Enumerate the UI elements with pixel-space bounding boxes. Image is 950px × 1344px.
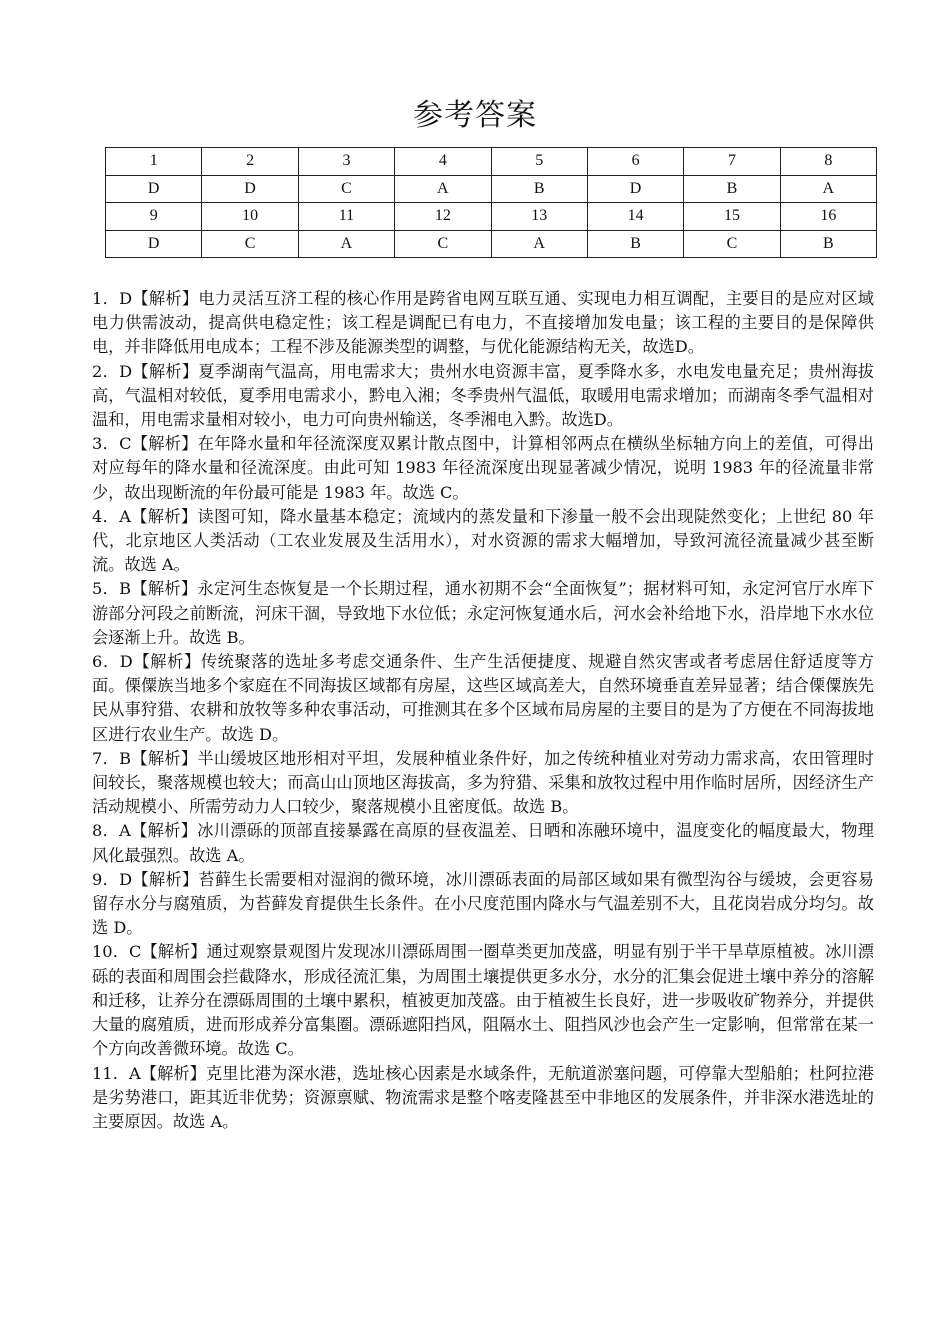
answer-cell: B: [780, 230, 876, 258]
answer-cell: A: [298, 230, 394, 258]
question-number-cell: 6: [587, 148, 683, 176]
explanation-item: 1．D【解析】电力灵活互济工程的核心作用是跨省电网互联互通、实现电力相互调配，主要目的是应对区域电力供需波动，提高供电稳定性；该工程是调配已有电力，不直接增加发电量；该工程的主要目的是保障供电，并非降低用电成本；工程不涉及能源类型的调整，与优化能源结构无关，故选D。: [92, 289, 874, 357]
answer-cell: B: [491, 175, 587, 203]
table-row: [106, 175, 877, 203]
question-number-cell: 11: [298, 203, 394, 231]
question-number-cell: 2: [202, 148, 298, 176]
explanation-item: 9．D【解析】苔藓生长需要相对湿润的微环境，冰川漂砾表面的局部区域如果有微型沟谷与缓坡，会更容易留存水分与腐殖质，为苔藓发育提供生长条件。在小尺度范围内降水与气温差别不大，且花岗岩成分均匀。故选 D。: [92, 869, 874, 938]
answer-cell: C: [202, 230, 298, 258]
table-row: [106, 230, 877, 258]
answer-cell: C: [395, 230, 491, 258]
answer-cell: C: [684, 230, 780, 258]
answer-cell: D: [106, 175, 202, 203]
explanation-item: 10．C【解析】通过观察景观图片发现冰川漂砾周围一圈草类更加茂盛，明显有别于半干旱草原植被。冰川漂砾的表面和周围会拦截降水，形成径流汇集，为周围土壤提供更多水分，水分的汇集会促进土壤中养分的溶解和迁移，让养分在漂砾周围的土壤中累积，植被更加茂盛。由于植被生长良好，进一步吸收矿物养分，并提供大量的腐殖质，进而形成养分富集圈。漂砾遮阳挡风，阻隔水土、阻挡风沙也会产生一定影响，但常常在某一个方向改善微环境。故选 C。: [92, 942, 874, 1059]
question-number-cell: 13: [491, 203, 587, 231]
answer-cell: A: [491, 230, 587, 258]
explanation-item: 7．B【解析】半山缓坡区地形相对平坦，发展种植业条件好，加之传统种植业对劳动力需求高，农田管理时间较长，聚落规模也较大；而高山山顶地区海拔高，多为狩猎、采集和放牧过程中用作临时居所，因经济生产活动规模小、所需劳动力人口较少，聚落规模小且密度低。故选 B。: [92, 748, 874, 817]
explanation-item: 3．C【解析】在年降水量和年径流深度双累计散点图中，计算相邻两点在横纵坐标轴方向上的差值，可得出对应每年的降水量和径流深度。由此可知 1983 年径流深度出现显著减少情况，说明 1983 年的径流量非常少，故出现断流的年份最可能是 1983 年。故选 C。: [92, 434, 874, 502]
answer-cell: A: [780, 175, 876, 203]
question-number-cell: 5: [491, 148, 587, 176]
answer-cell: C: [298, 175, 394, 203]
question-number-cell: 16: [780, 203, 876, 231]
explanation-item: 2．D【解析】夏季湖南气温高，用电需求大；贵州水电资源丰富，夏季降水多，水电发电量充足；贵州海拔高，气温相对较低，夏季用电需求小，黔电入湘；冬季贵州气温低，取暖用电需求增加；而湖南冬季气温相对温和，用电需求量相对较小，电力可向贵州输送，冬季湘电入黔。故选D。: [92, 361, 874, 430]
question-number-cell: 12: [395, 203, 491, 231]
question-number-cell: 7: [684, 148, 780, 176]
explanation-item: 4．A【解析】读图可知，降水量基本稳定；流域内的蒸发量和下渗量一般不会出现陡然变化；上世纪 80 年代，北京地区人类活动（工农业发展及生活用水），对水资源的需求大幅增加，导致河流径流量减少甚至断流。故选 A。: [92, 506, 874, 575]
question-number-cell: 1: [106, 148, 202, 176]
table-row: [106, 148, 877, 176]
page-title: 参考答案: [413, 98, 537, 133]
question-number-cell: 3: [298, 148, 394, 176]
question-number-cell: 14: [587, 203, 683, 231]
question-number-cell: 4: [395, 148, 491, 176]
answer-cell: B: [587, 230, 683, 258]
explanation-item: 11．A【解析】克里比港为深水港，选址核心因素是水域条件，无航道淤塞问题，可停靠大型船舶；杜阿拉港是劣势港口，距其近非优势；资源禀赋、物流需求是整个喀麦隆甚至中非地区的发展条件，并非深水港选址的主要原因。故选 A。: [92, 1063, 874, 1131]
question-number-cell: 15: [684, 203, 780, 231]
answer-cell: B: [684, 175, 780, 203]
question-number-cell: 8: [780, 148, 876, 176]
explanation-item: 5．B【解析】永定河生态恢复是一个长期过程，通水初期不会“全面恢复”；据材料可知，永定河官厅水库下游部分河段之前断流，河床干涸，导致地下水位低；永定河恢复通水后，河水会补给地下水，沿岸地下水水位会逐渐上升。故选 B。: [92, 579, 874, 647]
explanation-item: 6．D【解析】传统聚落的选址多考虑交通条件、生产生活便捷度、规避自然灾害或者考虑居住舒适度等方面。傈僳族当地多个家庭在不同海拔区域都有房屋，这些区域高差大，自然环境垂直差异显著；结合傈僳族先民从事狩猎、农耕和放牧等多种农事活动，可推测其在多个区域布局房屋的主要目的是为了方便在不同海拔地区进行农业生产。故选 D。: [92, 652, 874, 744]
question-number-cell: 9: [106, 203, 202, 231]
explanation-item: 8．A【解析】冰川漂砾的顶部直接暴露在高原的昼夜温差、日晒和冻融环境中，温度变化的幅度最大，物理风化最强烈。故选 A。: [92, 821, 874, 865]
question-number-cell: 10: [202, 203, 298, 231]
answer-cell: D: [587, 175, 683, 203]
answer-cell: D: [106, 230, 202, 258]
table-row: [106, 203, 877, 231]
answer-table: [105, 147, 877, 258]
answer-cell: D: [202, 175, 298, 203]
explanation-list: [92, 287, 874, 1134]
answer-cell: A: [395, 175, 491, 203]
